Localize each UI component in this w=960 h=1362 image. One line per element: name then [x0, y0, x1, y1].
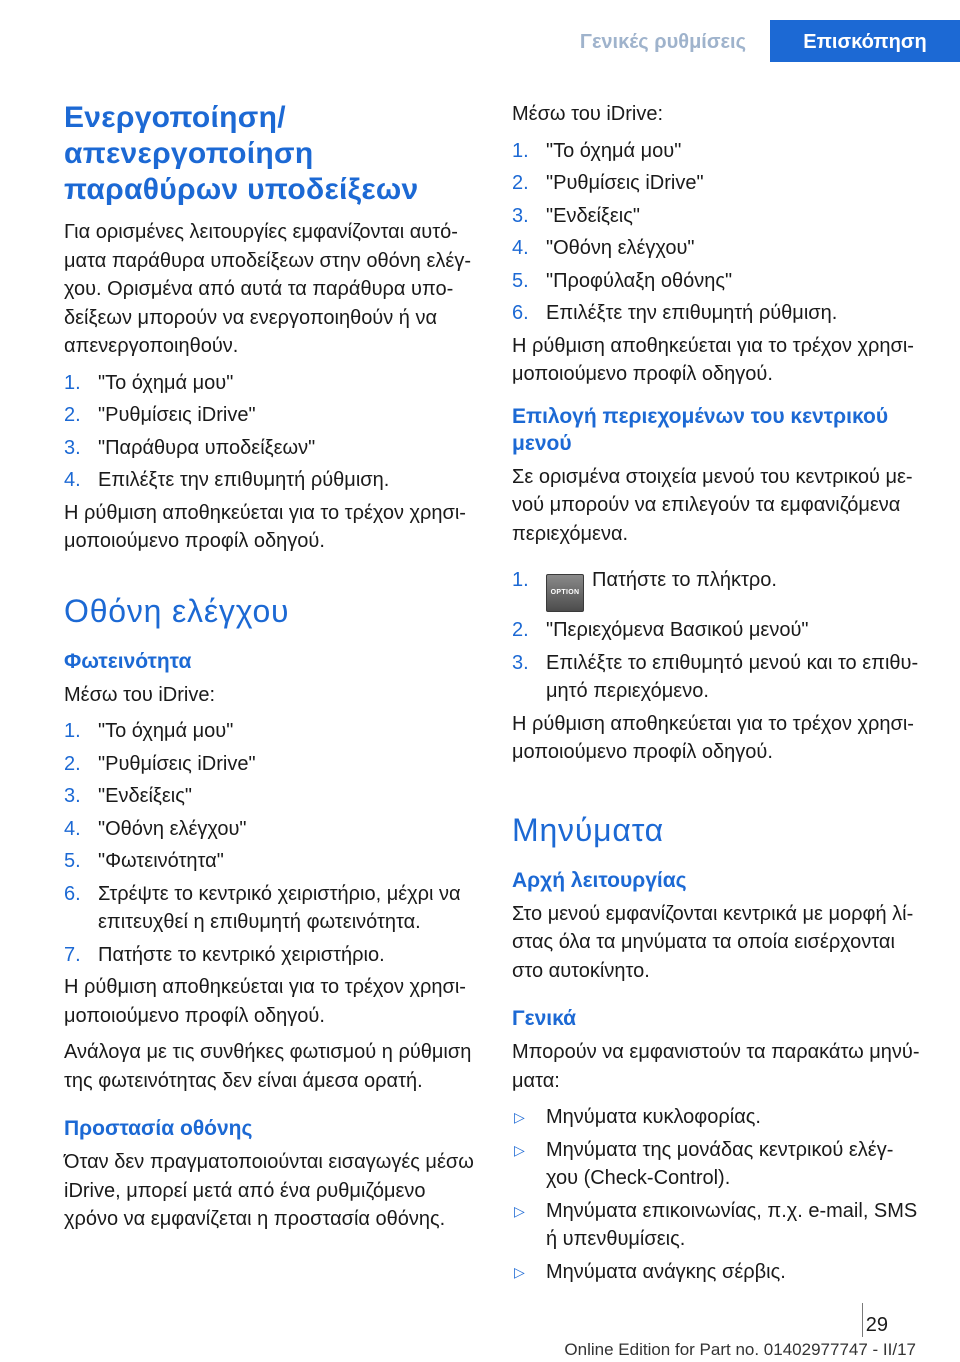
list-item: 3. "Παράθυρα υποδείξεων" — [64, 436, 316, 459]
list-item: ▷ Μηνύματα κυκλοφορίας. — [512, 1103, 930, 1132]
list-item: 6. Στρέψτε το κεντρικό χειριστήριο, μέχρι να επιτευχθεί η επιθυμητή φωτεινότητα. — [64, 882, 461, 933]
steps-main-menu — [512, 566, 930, 706]
list-item: 5. "Φωτεινότητα" — [64, 850, 224, 872]
list-item: 7. Πατήστε το κεντρικό χειριστήριο. — [64, 943, 385, 966]
list-item: 2. "Ρυθμίσεις iDrive" — [64, 404, 256, 426]
paragraph-brightness-note: Ανάλογα με τις συνθήκες φωτισμού η ρύθμιση της φωτεινότητας δεν είναι άμεσα ορατή. — [64, 1041, 472, 1092]
steps-hints — [64, 369, 482, 495]
subsection-title-principle: Αρχή λειτουργίας — [512, 868, 687, 892]
left-column — [64, 100, 482, 1242]
list-item: 2. "Ρυθμίσεις iDrive" — [512, 172, 704, 194]
triangle-bullet-icon: ▷ — [514, 1202, 525, 1219]
list-item: 3. Επιλέξτε το επιθυμητό μενού και το επιθυ- μητό περιεχόμενο. — [512, 651, 919, 702]
list-item: 4. Επιλέξτε την επιθυμητή ρύθμιση. — [64, 469, 390, 491]
list-item: 2. "Ρυθμίσεις iDrive" — [64, 752, 256, 775]
list-item: ▷ Μηνύματα ανάγκης σέρβις. — [512, 1258, 930, 1287]
list-item: 4. "Οθόνη ελέγχου" — [64, 817, 247, 840]
list-item: 6. Επιλέξτε την επιθυμητή ρύθμιση. — [512, 302, 838, 324]
list-item: ▷ Μηνύματα της μονάδας κεντρικού ελέγ- χου (Check-Control). — [512, 1136, 930, 1193]
paragraph-general: Μπορούν να εμφανιστούν τα παρακάτω μηνύ- ματα: — [512, 1041, 920, 1092]
triangle-bullet-icon: ▷ — [514, 1141, 525, 1158]
header-tabs — [562, 20, 960, 62]
message-types-list — [512, 1103, 930, 1286]
triangle-bullet-icon: ▷ — [514, 1263, 525, 1280]
section-title-messages: Μηνύματα — [512, 811, 664, 848]
steps-brightness — [64, 717, 482, 969]
list-item: 5. "Προφύλαξη οθόνης" — [512, 269, 733, 292]
subsection-title-general: Γενικά — [512, 1007, 577, 1030]
option-button-icon: OPTION — [546, 574, 584, 612]
paragraph-screen-saver: Όταν δεν πραγματοποιούνται εισαγωγές μέσω iDrive, μπορεί μετά από ένα ρυθμιζόμενο χρόνο να εμφανίζεται η προστασία οθόνης. — [64, 1151, 474, 1230]
page-number: 29 — [865, 1314, 888, 1336]
triangle-bullet-icon: ▷ — [514, 1109, 525, 1125]
list-item: 2. "Περιεχόμενα Βασικού μενού" — [512, 619, 809, 641]
list-item: ▷ Μηνύματα επικοινωνίας, π.χ. e-mail, SMS ή υπενθυμίσεις. — [512, 1197, 930, 1254]
list-item: 3. "Ενδείξεις" — [64, 785, 192, 807]
paragraph-via-idrive: Μέσω του iDrive: — [512, 103, 663, 125]
subsection-title-screen-saver: Προστασία οθόνης — [64, 1117, 253, 1140]
list-item: 1. OPTIONΠατήστε το πλήκτρο. — [512, 566, 930, 612]
paragraph-hints: Για ορισμένες λειτουργίες εμφανίζονται αυτό- ματα παράθυρα υποδείξεων στην οθόνη ελέγ- χου. Ορισμένα από αυτά τα παράθυρα υπο- δείξεων μπορούν να ενεργοποιηθούν ή να απενεργοποιηθούν. — [64, 221, 471, 357]
footer-edition: Online Edition for Part no. 01402977747 - II/17 — [564, 1340, 916, 1359]
steps-screen-saver — [512, 137, 930, 328]
page-number-divider — [862, 1303, 863, 1337]
section-title-control-display: Οθόνη ελέγχου — [64, 592, 290, 629]
list-item: 4. "Οθόνη ελέγχου" — [512, 237, 695, 259]
list-item: 1. "Το όχημά μου" — [64, 371, 234, 394]
right-column — [512, 100, 930, 1290]
paragraph-via-idrive: Μέσω του iDrive: — [64, 683, 215, 706]
subsection-title-main-menu-content: Επιλογή περιεχομένων του κεντρικού μενού — [512, 404, 889, 455]
paragraph-principle: Στο μενού εμφανίζονται κεντρικά με μορφή λί- στας όλα τα μηνύματα τα οποία εισέρχονται στο αυτοκίνητο. — [512, 902, 914, 982]
tab-overview: Επισκόπηση — [770, 20, 960, 62]
section-title-hints: Ενεργοποίηση/ απενεργοποίηση παραθύρων υποδείξεων — [64, 101, 419, 206]
paragraph-saved-profile: Η ρύθμιση αποθηκεύεται για το τρέχον χρησι- μοποιούμενο προφίλ οδηγού. — [64, 976, 466, 1027]
paragraph-saved-profile: Η ρύθμιση αποθηκεύεται για το τρέχον χρησι- μοποιούμενο προφίλ οδηγού. — [512, 712, 914, 763]
paragraph-saved-profile: Η ρύθμιση αποθηκεύεται για το τρέχον χρησι- μοποιούμενο προφίλ οδηγού. — [512, 334, 914, 385]
tab-general-settings: Γενικές ρυθμίσεις — [562, 20, 764, 62]
list-item: 3. "Ενδείξεις" — [512, 204, 640, 227]
paragraph-main-menu: Σε ορισμένα στοιχεία μενού του κεντρικού με- νού μπορούν να επιλεγούν τα εμφανιζόμενα περιεχόμενα. — [512, 465, 913, 545]
subsection-title-brightness: Φωτεινότητα — [64, 649, 192, 673]
list-item: 1. "Το όχημά μου" — [64, 720, 234, 742]
paragraph-saved-profile: Η ρύθμιση αποθηκεύεται για το τρέχον χρησι- μοποιούμενο προφίλ οδηγού. — [64, 501, 466, 552]
list-item: 1. "Το όχημά μου" — [512, 139, 682, 162]
